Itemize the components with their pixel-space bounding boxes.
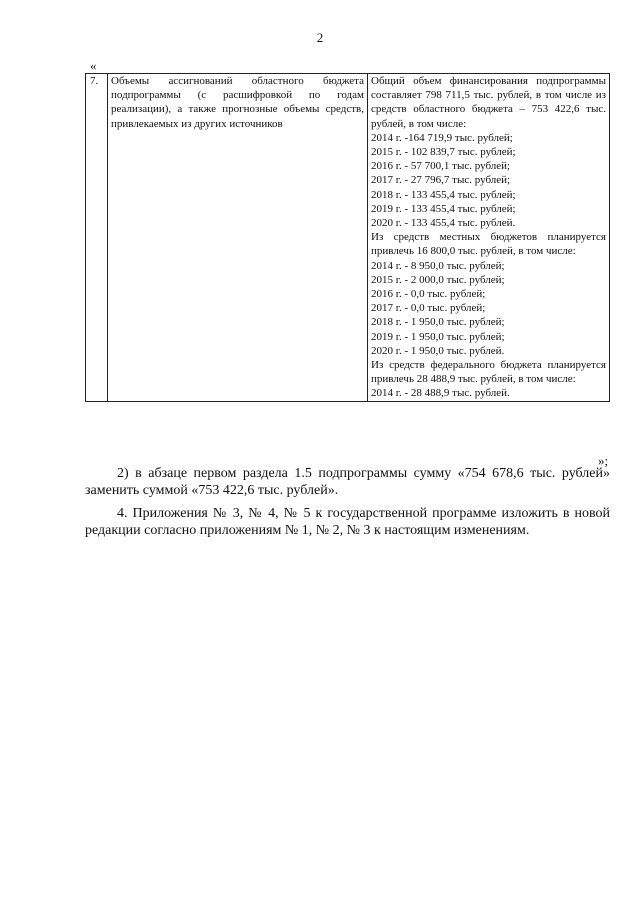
program-passport-table xyxy=(85,73,610,402)
table-row xyxy=(86,74,610,402)
federal-intro: Из средств федерального бюджета планируется привлечь 28 488,9 тыс. рублей, в том числе: xyxy=(371,359,606,386)
local-line: 2020 г. - 1 950,0 тыс. рублей. xyxy=(371,344,505,357)
regional-line: 2019 г. - 133 455,4 тыс. рублей; xyxy=(371,202,516,215)
regional-line: 2020 г. - 133 455,4 тыс. рублей. xyxy=(371,217,516,230)
local-intro: Из средств местных бюджетов планируется привлечь 16 800,0 тыс. рублей, в том числе: xyxy=(371,231,606,258)
row-value xyxy=(368,74,610,402)
page-number: 2 xyxy=(316,30,324,45)
row-description: Объемы ассигнований областного бюджета подпрограммы (с расшифровкой по годам реализации), а также прогнозные объемы средств, привлекаемых из других источников xyxy=(108,74,368,402)
local-line: 2018 г. - 1 950,0 тыс. рублей; xyxy=(371,316,505,329)
amendment-paragraph: 2) в абзаце первом раздела 1.5 подпрограммы сумму «754 678,6 тыс. рублей» заменить суммой «753 422,6 тыс. рублей». xyxy=(85,466,610,498)
regional-line: 2014 г. -164 719,9 тыс. рублей; xyxy=(371,131,513,144)
local-line: 2017 г. - 0,0 тыс. рублей; xyxy=(371,302,486,315)
amendment-paragraph: 4. Приложения № 3, № 4, № 5 к государственной программе изложить в новой редакции согласно приложениям № 1, № 2, № 3 к настоящим изменениям. xyxy=(85,506,610,538)
local-line: 2015 г. - 2 000,0 тыс. рублей; xyxy=(371,273,505,286)
regional-line: 2017 г. - 27 796,7 тыс. рублей; xyxy=(371,174,511,187)
local-line: 2014 г. - 8 950,0 тыс. рублей; xyxy=(371,259,505,272)
federal-line: 2014 г. - 28 488,9 тыс. рублей. xyxy=(371,387,510,400)
row-number: 7. xyxy=(86,74,108,402)
closing-quote: »; xyxy=(598,453,609,468)
funding-intro: Общий объем финансирования подпрограммы составляет 798 711,5 тыс. рублей, в том числе из средств областного бюджета – 753 422,6 тыс. рублей, в том числе: xyxy=(371,75,606,130)
local-line: 2019 г. - 1 950,0 тыс. рублей; xyxy=(371,330,505,343)
regional-line: 2018 г. - 133 455,4 тыс. рублей; xyxy=(371,188,516,201)
regional-line: 2015 г. - 102 839,7 тыс. рублей; xyxy=(371,146,516,159)
opening-quote: « xyxy=(90,58,97,73)
regional-line: 2016 г. - 57 700,1 тыс. рублей; xyxy=(371,160,511,173)
local-line: 2016 г. - 0,0 тыс. рублей; xyxy=(371,288,486,301)
